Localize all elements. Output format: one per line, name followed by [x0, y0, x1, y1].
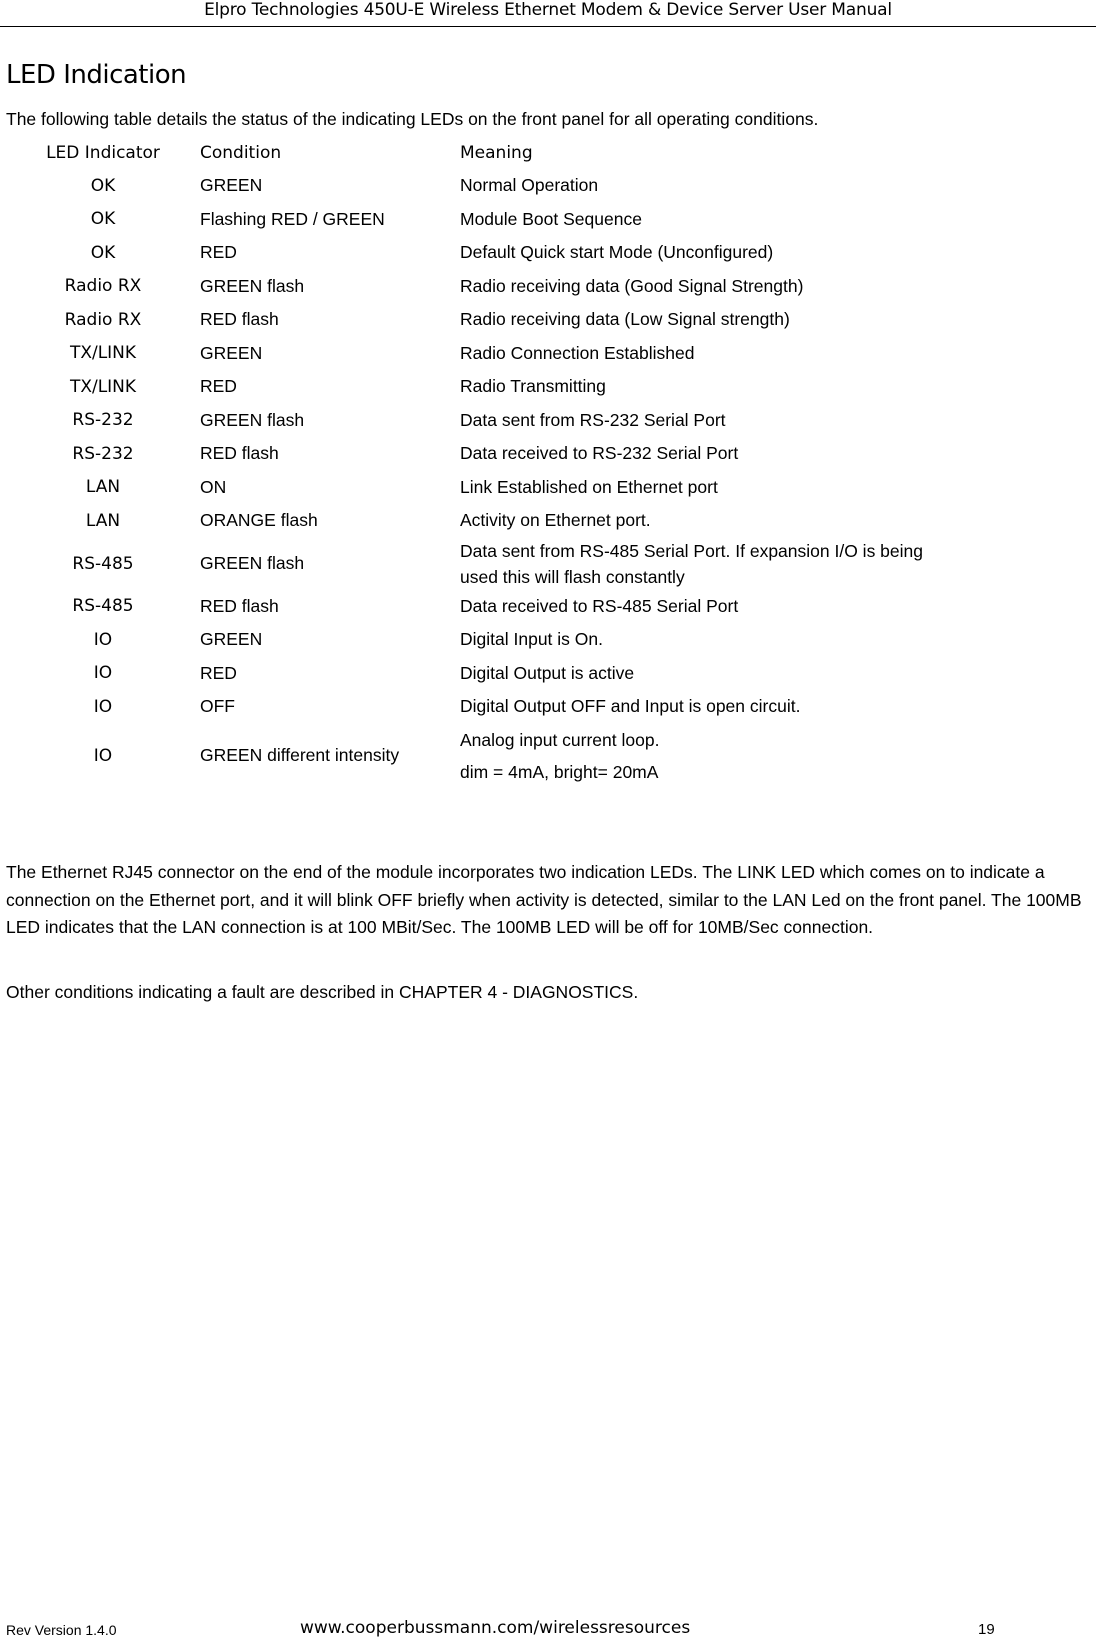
intro-text: The following table details the status of the indicating LEDs on the front panel for all operating conditions.: [6, 109, 819, 129]
led-indicator-cell: IO: [93, 629, 113, 650]
led-indicator-cell: IO: [93, 663, 113, 684]
condition-cell: RED flash: [200, 309, 279, 330]
condition-cell: GREEN: [200, 629, 263, 650]
meaning-line-2: dim = 4mA, bright= 20mA: [460, 761, 659, 782]
table-header-row: [6, 137, 990, 169]
condition-cell: Flashing RED / GREEN: [200, 208, 385, 229]
meaning-line-1: Data sent from RS-485 Serial Port. If expansion I/O is being: [460, 540, 923, 561]
meaning-cell: Radio Connection Established: [460, 342, 695, 363]
meaning-cell: Data received to RS-485 Serial Port: [460, 595, 739, 616]
meaning-cell: Radio Transmitting: [460, 376, 606, 397]
led-indicator-cell: RS-485: [72, 553, 134, 574]
table-row: [6, 169, 990, 203]
table-row: [6, 690, 990, 724]
led-indicator-cell: RS-485: [72, 596, 134, 617]
table-row: [6, 370, 990, 404]
led-indicator-cell: OK: [90, 175, 116, 196]
led-table: [6, 137, 990, 788]
header-meaning: Meaning: [460, 143, 533, 163]
meaning-cell: Data received to RS-232 Serial Port: [460, 443, 739, 464]
meaning-cell: Radio receiving data (Low Signal strength): [460, 309, 790, 330]
table-row: [6, 203, 990, 237]
meaning-line-1: Analog input current loop.: [460, 729, 660, 750]
led-indicator-cell: Radio RX: [64, 276, 142, 297]
footer-url-link[interactable]: www.cooperbussmann.com/wirelessresources: [300, 1618, 691, 1638]
table-row: [6, 303, 990, 337]
condition-cell: RED: [200, 376, 237, 397]
table-row: [6, 657, 990, 691]
header-led-indicator: LED Indicator: [46, 143, 160, 163]
meaning-cell: Radio receiving data (Good Signal Strength): [460, 275, 804, 296]
meaning-cell: Data sent from RS-232 Serial Port: [460, 409, 726, 430]
ethernet-led-paragraph: The Ethernet RJ45 connector on the end of the module incorporates two indication LEDs. The LINK LED which comes on to indicate a connection on the Ethernet port, and it will blink OFF briefly when activity is detected, similar to the LAN Led on the front panel. The 100MB LED indicates that the LAN connection is at 100 MBit/Sec. The 100MB LED will be off for 10MB/Sec connection.: [6, 862, 1082, 937]
condition-cell: OFF: [200, 696, 235, 717]
led-indicator-cell: LAN: [85, 477, 121, 498]
condition-cell: ORANGE flash: [200, 510, 318, 531]
led-indicator-cell: TX/LINK: [69, 376, 137, 397]
table-row: [6, 471, 990, 505]
table-row: [6, 538, 990, 590]
table-row: [6, 623, 990, 657]
meaning-cell: Activity on Ethernet port.: [460, 510, 651, 531]
header-condition: Condition: [200, 143, 282, 163]
section-title: LED Indication: [6, 60, 187, 90]
table-row: [6, 270, 990, 304]
meaning-cell: Default Quick start Mode (Unconfigured): [460, 242, 774, 263]
condition-cell: GREEN flash: [200, 553, 305, 573]
meaning-cell: Link Established on Ethernet port: [460, 476, 718, 497]
led-indicator-cell: OK: [90, 242, 116, 263]
header-title: Elpro Technologies 450U-E Wireless Ethernet Modem & Device Server User Manual: [204, 0, 892, 20]
table-row: [6, 437, 990, 471]
led-indicator-cell: RS-232: [72, 410, 134, 431]
condition-cell: RED: [200, 662, 237, 683]
led-indicator-cell: LAN: [85, 510, 121, 531]
table-row: [6, 337, 990, 371]
meaning-line-2: used this will flash constantly: [460, 566, 685, 587]
condition-cell: GREEN flash: [200, 409, 305, 430]
meaning-cell: [460, 538, 990, 590]
meaning-cell: Digital Output is active: [460, 662, 635, 683]
meaning-cell: Module Boot Sequence: [460, 208, 642, 229]
led-indicator-cell: OK: [90, 209, 116, 230]
footer-revision: Rev Version 1.4.0: [6, 1622, 117, 1638]
fault-conditions-paragraph: Other conditions indicating a fault are described in CHAPTER 4 - DIAGNOSTICS.: [6, 982, 639, 1002]
condition-cell: ON: [200, 476, 227, 497]
meaning-cell: [460, 724, 990, 788]
table-row: [6, 724, 990, 788]
condition-cell: RED flash: [200, 443, 279, 464]
condition-cell: GREEN different intensity: [200, 745, 400, 765]
condition-cell: RED: [200, 242, 237, 263]
meaning-cell: Digital Output OFF and Input is open circuit.: [460, 696, 801, 717]
table-row: [6, 590, 990, 624]
led-indicator-cell: RS-232: [72, 443, 134, 464]
led-indicator-cell: IO: [93, 745, 113, 766]
meaning-cell: Normal Operation: [460, 175, 599, 196]
led-indicator-cell: TX/LINK: [69, 343, 137, 364]
meaning-cell: Digital Input is On.: [460, 629, 603, 650]
led-indicator-cell: IO: [93, 696, 113, 717]
footer-page-number: 19: [978, 1621, 995, 1638]
table-row: [6, 504, 990, 538]
condition-cell: GREEN: [200, 175, 263, 196]
page-header: [0, 0, 1096, 27]
table-row: [6, 404, 990, 438]
condition-cell: GREEN flash: [200, 275, 305, 296]
condition-cell: RED flash: [200, 595, 279, 616]
table-row: [6, 236, 990, 270]
condition-cell: GREEN: [200, 342, 263, 363]
page-footer: [0, 1618, 1096, 1642]
led-indicator-cell: Radio RX: [64, 309, 142, 330]
